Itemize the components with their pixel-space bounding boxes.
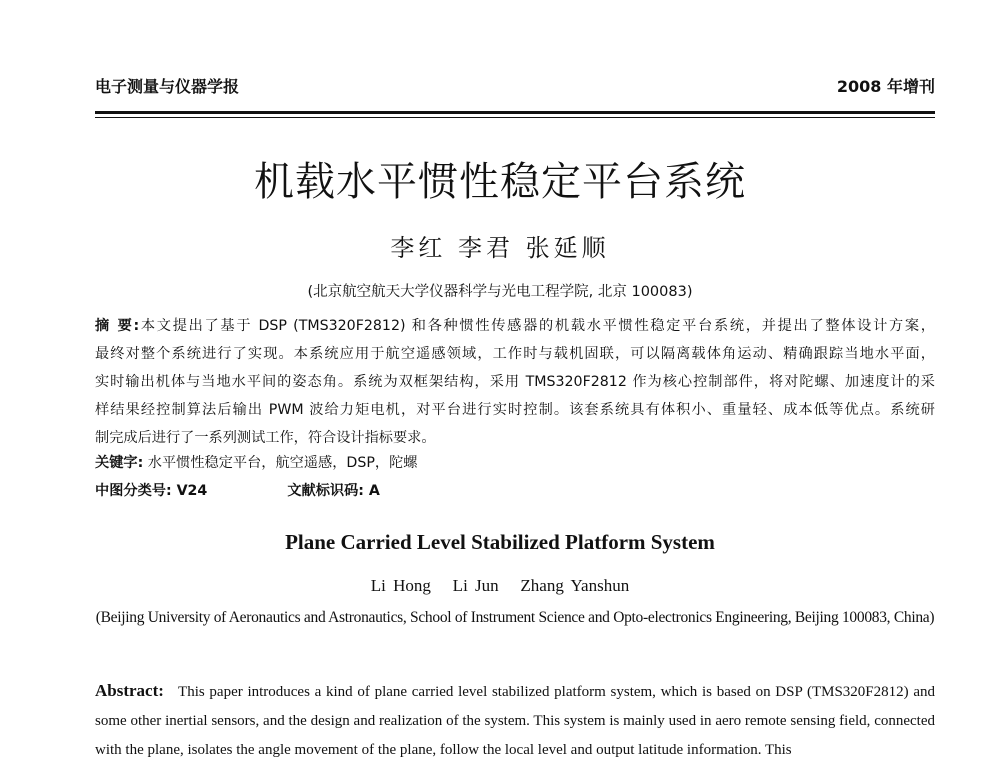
- issue-label: 2008 年增刊: [836, 77, 935, 96]
- journal-name: 电子测量与仪器学报: [95, 77, 240, 96]
- affiliation-en: (Beijing University of Aeronautics and Astronautics, School of Instrument Science and Opto-electronics Engineering, Beijing 100083, China): [95, 609, 935, 626]
- class-value: V24: [176, 483, 208, 499]
- abstract-en-label: Abstract:: [95, 681, 164, 700]
- abstract-cn-line: 实时输出机体与当地水平间的姿态角。系统为双框架结构，采用 TMS320F2812 作为核心控制部件，将对陀螺、加速度计的采: [95, 374, 935, 390]
- keywords-text: 水平惯性稳定平台，航空遥感，DSP，陀螺: [147, 455, 418, 471]
- abstract-cn-line: 本文提出了基于 DSP (TMS320F2812) 和各种惯性传感器的机载水平惯性稳定平台系统，并提出了整体设计方案，: [139, 318, 935, 334]
- authors-en: Li Hong Li Jun Zhang Yanshun: [370, 576, 630, 595]
- abstract-cn-line: 最终对整个系统进行了实现。本系统应用于航空遥感领域，工作时与载机固联，可以隔离载体角运动、精确跟踪当地水平面，: [95, 346, 935, 362]
- doc-code-label: 文献标识码:: [287, 483, 364, 499]
- abstract-en: [95, 676, 935, 765]
- paper-title-en: Plane Carried Level Stabilized Platform System: [285, 530, 715, 554]
- paper-title-cn: 机载水平惯性稳定平台系统: [254, 159, 746, 205]
- class-label: 中图分类号:: [95, 483, 172, 499]
- header-rule-thin: [95, 117, 935, 118]
- abstract-cn-line: 样结果经控制算法后输出 PWM 波给力矩电机，对平台进行实时控制。该套系统具有体积小、重量轻、成本低等优点。系统研: [95, 402, 935, 418]
- abstract-cn-line: 制完成后进行了一系列测试工作，符合设计指标要求。: [95, 430, 436, 446]
- abstract-cn: [95, 312, 935, 452]
- keywords-cn: [95, 452, 417, 472]
- classification: [95, 480, 380, 500]
- keywords-label: 关键字:: [95, 455, 144, 471]
- affiliation-cn: (北京航空航天大学仪器科学与光电工程学院, 北京 100083): [307, 284, 693, 300]
- abstract-en-text: This paper introduces a kind of plane carried level stabilized platform system, which is based on DSP (TMS320F2812) and some other inertial sensors, and the design and realization of the system. This system is mainly used in aero remote sensing field, connected with the plane, isolates the angle movement of the plane, follow the local level and output latitude information. This: [95, 684, 935, 758]
- doc-code-value: A: [368, 483, 380, 499]
- authors-cn: 李红 李君 张延顺: [390, 234, 610, 262]
- header-rule: [95, 111, 935, 114]
- abstract-cn-label: 摘 要:: [95, 318, 140, 334]
